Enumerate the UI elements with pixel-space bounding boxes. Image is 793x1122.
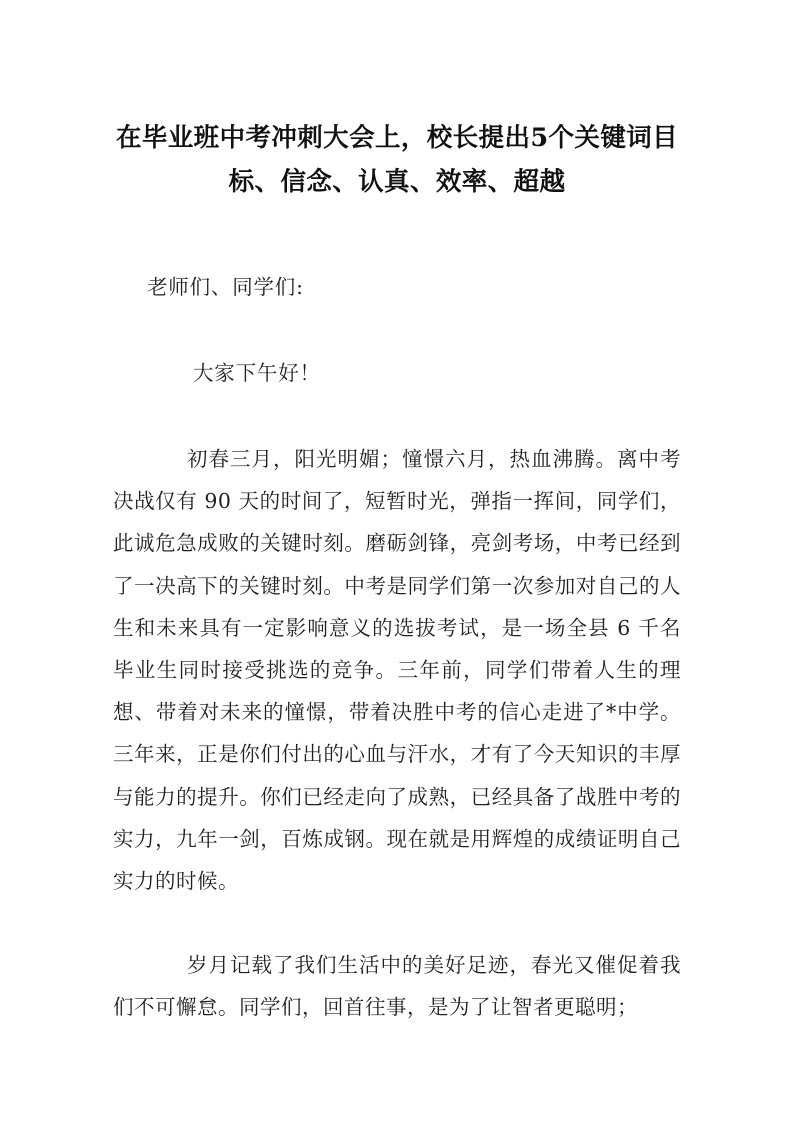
page-title: 在毕业班中考冲刺大会上，校长提出5个关键词目标、信念、认真、效率、超越 [115,123,679,197]
body-paragraph-1: 初春三月，阳光明媚；憧憬六月，热血沸腾。离中考决战仅有 90 天的时间了，短暂时光，弹指一挥间，同学们，此诚危急成败的关键时刻。磨砺剑锋，亮剑考场，中考已经到了一决高下的关键时刻。中考是同学们第一次参加对自己的人生和未来具有一定影响意义的选拔考试，是一场全县 6 千名毕业生同时接受挑选的竞争。三年前，同学们带着人生的理想、带着对未来的憧憬，带着决胜中考的信心走进了*中学。三年来，正是你们付出的心血与汗水，才有了今天知识的丰厚与能力的提升。你们已经走向了成熟，已经具备了战胜中考的实力，九年一剑，百炼成钢。现在就是用辉煌的成绩证明自己实力的时候。 [113,447,681,894]
salutation-line: 老师们、同学们: [147,275,304,299]
greeting-line: 大家下午好！ [193,361,321,385]
body-paragraph-2: 岁月记载了我们生活中的美好足迹，春光又催促着我们不可懈怠。同学们，回首往事，是为了让智者更聪明； [113,953,681,1020]
document-content [113,0,681,1029]
